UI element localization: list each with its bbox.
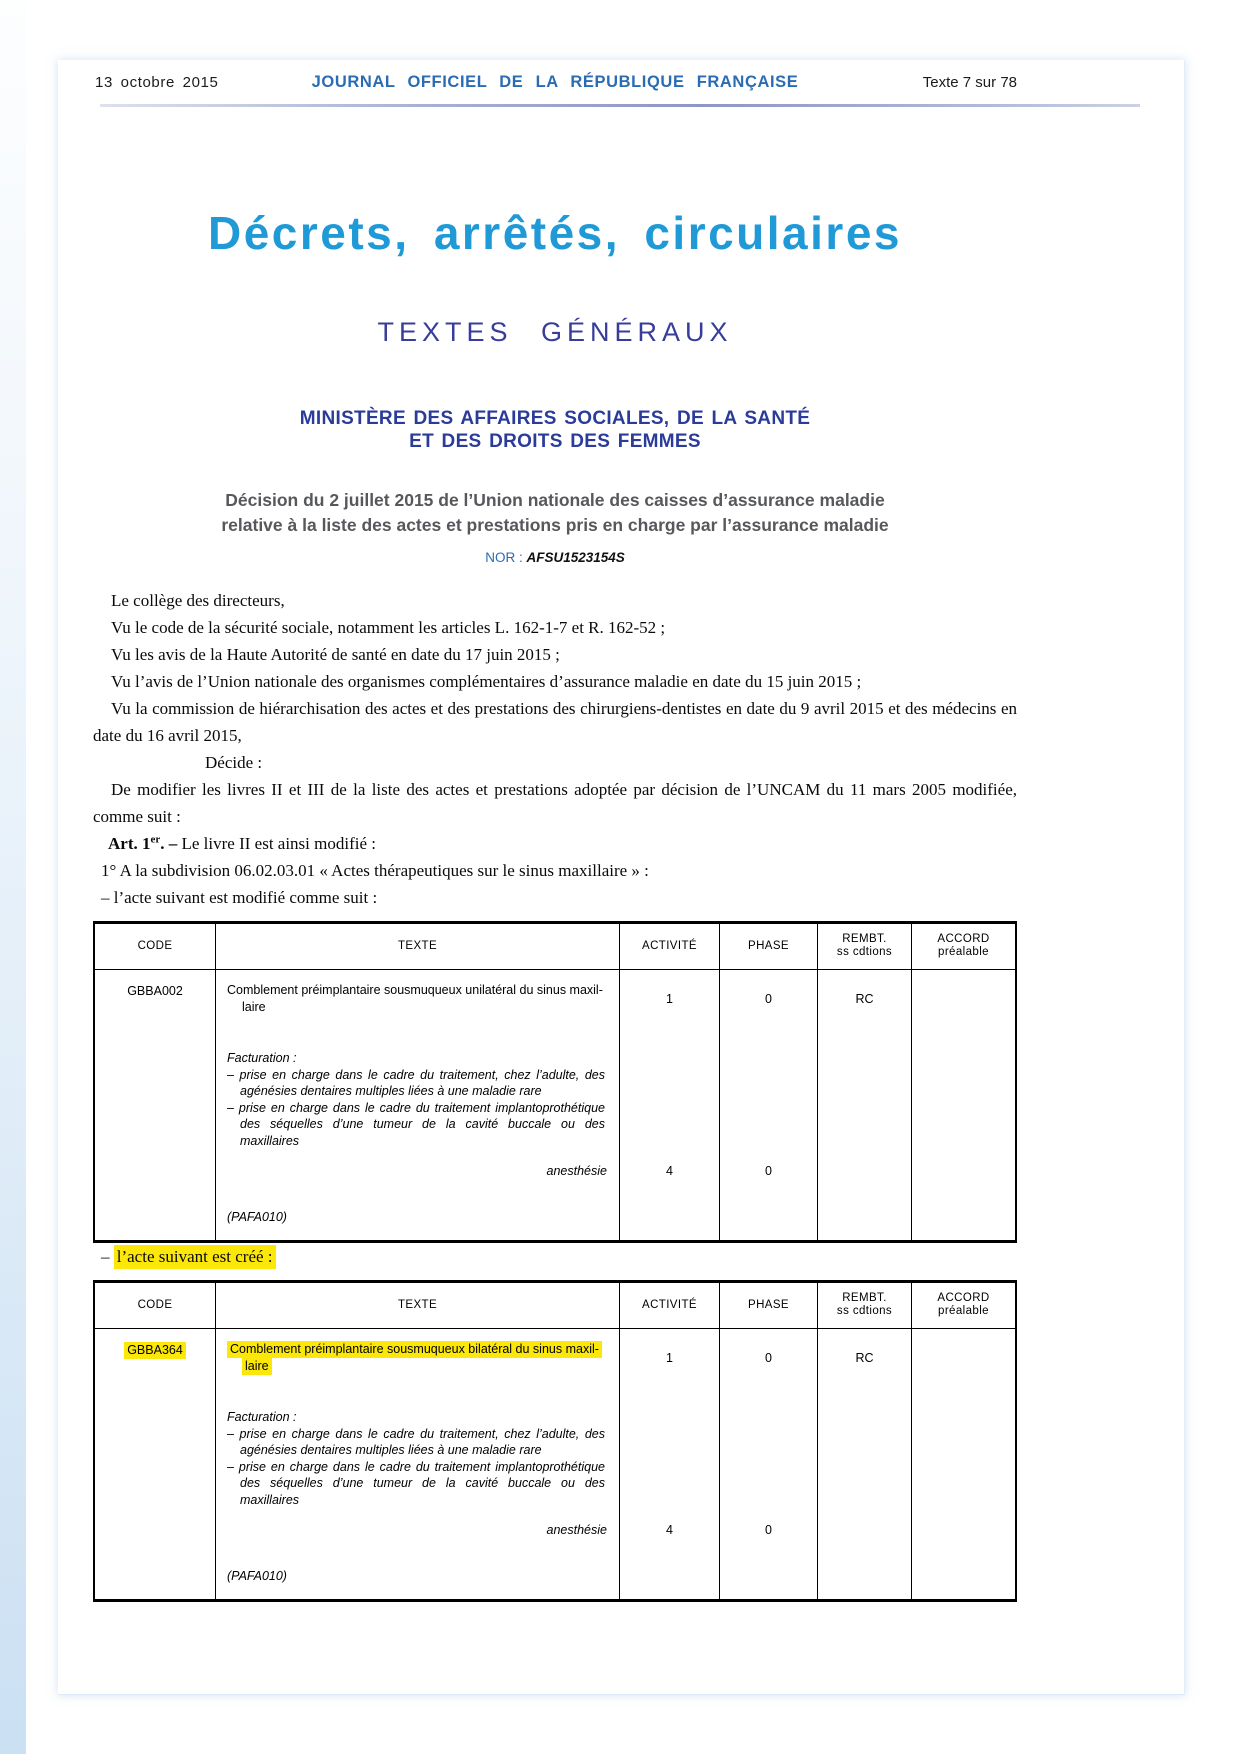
code-value: GBBA002 xyxy=(127,984,183,998)
column-header-rembt: REMBT. ss cdtions xyxy=(817,924,911,969)
activite-value: 1 xyxy=(666,992,673,1006)
ministry-line-1: MINISTÈRE DES AFFAIRES SOCIALES, DE LA SANTÉ xyxy=(299,408,811,429)
column-header-texte: TEXTE xyxy=(215,924,619,969)
phase-value: 0 xyxy=(765,1351,772,1365)
decision-line-2: relative à la liste des actes et prestations pris en charge par l’assurance maladie xyxy=(221,515,889,535)
header-rule xyxy=(100,104,1140,107)
facturation-item: – prise en charge dans le cadre du traitement, chez l’adulte, des agénésies dentaires multiples liées à une maladie rare xyxy=(227,1067,605,1098)
ministry-heading xyxy=(93,407,1017,453)
ministry-line-2: ET DES DROITS DES FEMMES xyxy=(409,431,701,452)
rembt-value: RC xyxy=(855,992,874,1006)
cell-activite xyxy=(619,1329,719,1599)
nor-value: AFSU1523154S xyxy=(526,550,625,565)
article-1-label xyxy=(108,834,182,853)
column-header-activite: ACTIVITÉ xyxy=(619,1283,719,1328)
facturation-item: – prise en charge dans le cadre du traitement implantoprothétique des séquelles d’une tumeur de la cavité buccale ou des maxillaires xyxy=(227,1100,605,1148)
paragraph-subdivision: 1° A la subdivision 06.02.03.01 « Actes thérapeutiques sur le sinus maxillaire » : xyxy=(101,861,649,880)
paragraph-modify: De modifier les livres II et III de la liste des actes et prestations adoptée par décision de l’UNCAM du 11 mars 2005 modifiée, comme suit : xyxy=(93,780,1017,826)
article-1-superscript: er xyxy=(150,833,161,846)
rembt-value: RC xyxy=(855,1351,874,1365)
header-texte-ref: Texte 7 sur 78 xyxy=(922,74,1017,91)
cell-accord xyxy=(911,1329,1015,1599)
acte-reference: (PAFA010) xyxy=(227,1569,287,1583)
paragraph-college: Le collège des directeurs, xyxy=(111,591,285,610)
anesthesie-activite-value: 4 xyxy=(666,1164,673,1178)
cell-texte xyxy=(215,1329,619,1599)
paragraph-vu-code: Vu le code de la sécurité sociale, notamment les articles L. 162-1-7 et R. 162-52 ; xyxy=(111,618,666,637)
highlighted-text: l’acte suivant est créé : xyxy=(114,1245,276,1269)
paragraph-acte-modifie: – l’acte suivant est modifié comme suit : xyxy=(101,888,378,907)
column-header-texte: TEXTE xyxy=(215,1283,619,1328)
anesthesie-label: anesthésie xyxy=(546,1164,607,1178)
table-row xyxy=(95,970,1015,1240)
paragraph-vu-avis-has: Vu les avis de la Haute Autorité de santé en date du 17 juin 2015 ; xyxy=(111,645,560,664)
facturation-title: Facturation : xyxy=(227,1410,297,1424)
journal-header xyxy=(93,70,1017,96)
facturation-item: – prise en charge dans le cadre du traitement implantoprothétique des séquelles d’une tumeur de la cavité buccale ou des maxillaires xyxy=(227,1459,605,1507)
article-1-text: Le livre II est ainsi modifié : xyxy=(181,834,376,853)
code-value-highlighted: GBBA364 xyxy=(95,1343,215,1357)
table-header-row xyxy=(95,924,1015,970)
cell-accord xyxy=(911,970,1015,1240)
decision-body xyxy=(93,587,1017,1602)
nor-line xyxy=(93,550,1017,565)
cell-code xyxy=(95,1329,215,1599)
acte-reference: (PAFA010) xyxy=(227,1210,287,1224)
section-title: TEXTES GÉNÉRAUX xyxy=(377,317,733,347)
cell-phase xyxy=(719,1329,817,1599)
article-1-dash: . – xyxy=(160,834,182,853)
acts-table-modified xyxy=(93,921,1017,1243)
paragraph-decide: Décide : xyxy=(205,753,263,772)
acts-table-created xyxy=(93,1280,1017,1602)
paragraph-vu-commission: Vu la commission de hiérarchisation des actes et des prestations des chirurgiens-dentistes en date du 9 avril 2015 et des médecins en date du 16 avril 2015, xyxy=(93,699,1017,745)
paragraph-vu-avis-union: Vu l’avis de l’Union nationale des organismes complémentaires d’assurance maladie en date du 15 juin 2015 ; xyxy=(111,672,862,691)
table-header-row xyxy=(95,1283,1015,1329)
facturation-item: – prise en charge dans le cadre du traitement, chez l’adulte, des agénésies dentaires multiples liées à une maladie rare xyxy=(227,1426,605,1457)
column-header-accord: ACCORD préalable xyxy=(911,924,1015,969)
main-title: Décrets, arrêtés, circulaires xyxy=(207,207,902,259)
document-page xyxy=(58,60,1185,1695)
facturation-block xyxy=(227,1409,605,1508)
cell-texte xyxy=(215,970,619,1240)
cell-rembt xyxy=(817,1329,911,1599)
anesthesie-phase-value: 0 xyxy=(765,1164,772,1178)
column-header-phase: PHASE xyxy=(719,924,817,969)
facturation-title: Facturation : xyxy=(227,1051,297,1065)
journal-title: JOURNAL OFFICIEL DE LA RÉPUBLIQUE FRANÇAISE xyxy=(311,73,799,91)
column-header-activite: ACTIVITÉ xyxy=(619,924,719,969)
decision-title xyxy=(93,488,1017,538)
cell-rembt xyxy=(817,970,911,1240)
decision-line-1: Décision du 2 juillet 2015 de l’Union nationale des caisses d’assurance maladie xyxy=(225,490,885,510)
acte-libelle-highlighted: Comblement préimplantaire sousmuqueux bilatéral du sinus maxil- laire xyxy=(227,1341,609,1375)
facturation-block xyxy=(227,1050,605,1149)
article-1-prefix: Art. 1 xyxy=(108,834,151,853)
table-row xyxy=(95,1329,1015,1599)
anesthesie-label: anesthésie xyxy=(546,1523,607,1537)
column-header-phase: PHASE xyxy=(719,1283,817,1328)
column-header-rembt: REMBT. ss cdtions xyxy=(817,1283,911,1328)
acte-libelle: Comblement préimplantaire sousmuqueux unilatéral du sinus maxil- laire xyxy=(227,983,603,1014)
cell-code xyxy=(95,970,215,1240)
page-edge-gradient xyxy=(0,0,26,1754)
anesthesie-phase-value: 0 xyxy=(765,1523,772,1537)
header-date: 13 octobre 2015 xyxy=(95,74,219,91)
dash-prefix: – xyxy=(101,1247,114,1266)
paragraph-article-1 xyxy=(93,830,1017,857)
column-header-code: CODE xyxy=(137,940,173,952)
anesthesie-activite-value: 4 xyxy=(666,1523,673,1537)
column-header-code: CODE xyxy=(137,1299,173,1311)
activite-value: 1 xyxy=(666,1351,673,1365)
cell-phase xyxy=(719,970,817,1240)
column-header-accord: ACCORD préalable xyxy=(911,1283,1015,1328)
paragraph-acte-cree xyxy=(93,1243,1017,1270)
cell-activite xyxy=(619,970,719,1240)
nor-label: NOR : xyxy=(485,550,527,565)
phase-value: 0 xyxy=(765,992,772,1006)
